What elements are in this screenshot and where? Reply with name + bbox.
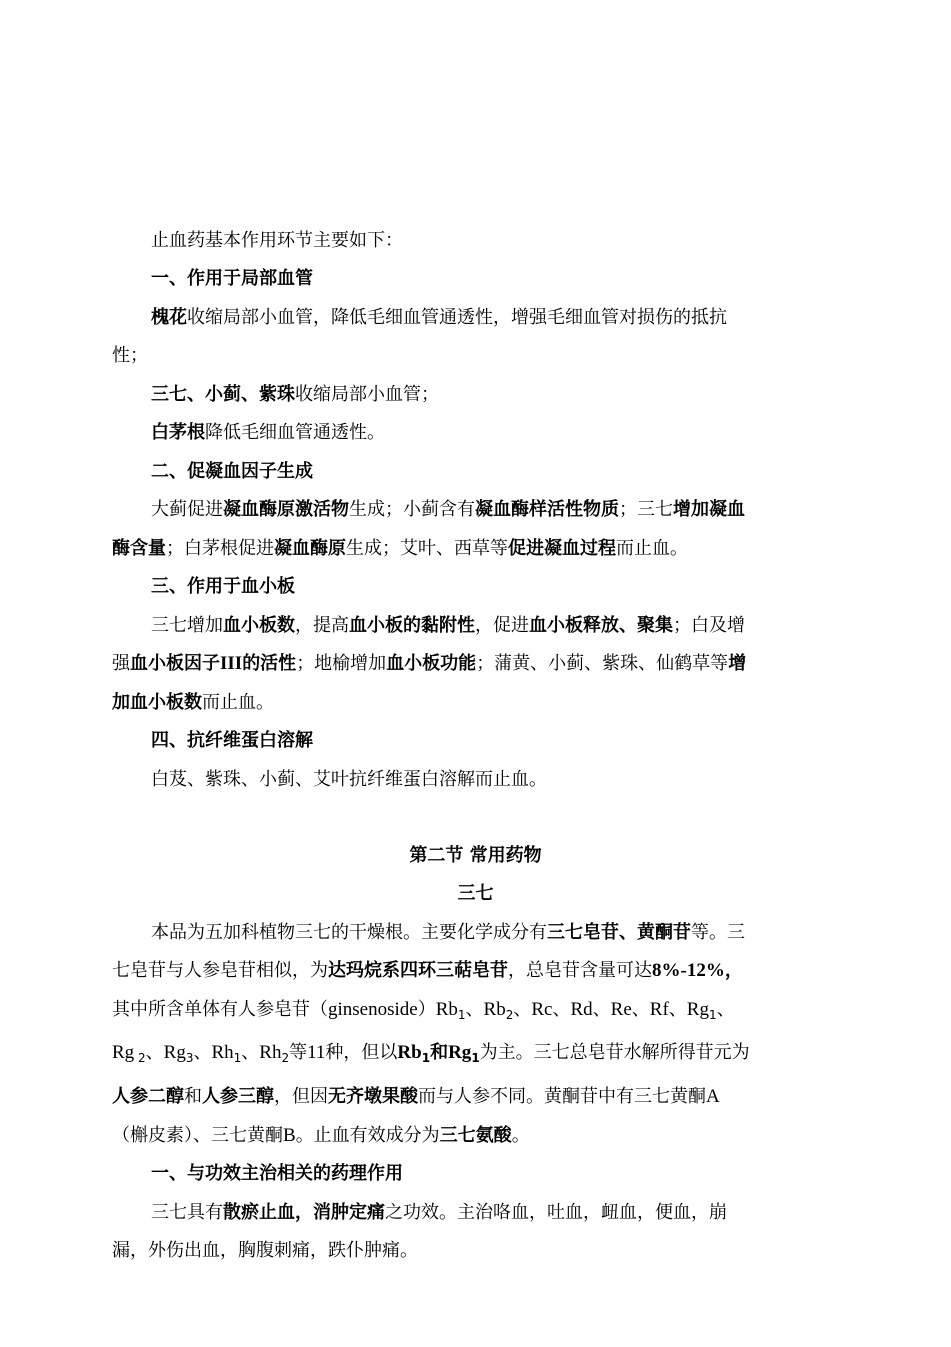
subscript-text: 2 <box>134 1051 146 1065</box>
paragraph-coagulation-cont <box>0 536 951 562</box>
subscript-text: 1 <box>233 1051 242 1065</box>
bold-text: Rb <box>397 1042 422 1063</box>
bold-text: 加血小板数 <box>112 692 202 713</box>
paragraph-platelets-cont <box>0 651 951 677</box>
paragraph-baimaogen <box>0 420 951 446</box>
text-segment: Rh <box>259 1042 282 1063</box>
text-segment: 、 <box>552 999 571 1020</box>
bold-text: 血小板的黏附性 <box>349 615 475 636</box>
bold-text: 人参三醇 <box>202 1086 274 1107</box>
text-segment: 性； <box>112 345 148 366</box>
text-segment: 、 <box>513 999 532 1020</box>
text-segment: 为主。三七总皂苷水解所得苷元为 <box>479 1042 750 1063</box>
paragraph-sanqi-intro <box>0 920 951 946</box>
text-segment: ginsenoside <box>328 999 418 1020</box>
text-segment: （槲皮素）、三七黄酮 <box>112 1125 283 1146</box>
bold-text: 三七氨酸 <box>439 1125 512 1146</box>
bold-text: 二、促凝血因子生成 <box>151 461 313 482</box>
text-segment: 生成；小蓟含有 <box>349 499 475 520</box>
paragraph-sanqi-monomers-cont <box>0 1040 951 1066</box>
text-segment: 、 <box>592 999 611 1020</box>
bold-text: 血小板释放、聚集 <box>529 615 673 636</box>
text-segment: 七皂苷与人参皂苷相似，为 <box>112 960 328 981</box>
text-segment: ，但因 <box>274 1086 328 1107</box>
text-segment: Rc <box>531 999 553 1020</box>
text-segment: 、 <box>241 1042 260 1063</box>
text-segment: ；地榆增加 <box>296 653 387 674</box>
text-segment: 等。三 <box>691 922 745 943</box>
text-segment: Rg <box>686 999 709 1020</box>
paragraph-huaihua <box>0 305 951 331</box>
subscript-text: 2 <box>505 1008 514 1022</box>
bold-text: 无齐墩果酸 <box>328 1086 418 1107</box>
text-segment: 、 <box>716 999 735 1020</box>
bold-text: 和 <box>430 1042 449 1063</box>
text-segment: Rg <box>112 1042 135 1063</box>
text-segment: 、 <box>668 999 687 1020</box>
subscript-text: 1 <box>421 1051 431 1065</box>
text-segment: ；三七 <box>619 499 673 520</box>
text-segment: ；白茅根促进 <box>166 538 274 559</box>
text-segment: 。止血有效成分为 <box>295 1125 440 1146</box>
bold-text: 达玛烷系四环三萜皂苷 <box>328 960 508 981</box>
text-segment: 而与人参不同。黄酮苷中有三七黄酮 <box>418 1086 706 1107</box>
text-segment: Rb <box>483 999 506 1020</box>
text-segment: 11 <box>307 1042 326 1063</box>
text-segment: 、 <box>145 1042 164 1063</box>
text-segment: ，促进 <box>475 615 529 636</box>
bold-text: 酶含量 <box>112 538 166 559</box>
bold-text: 一、作用于局部血管 <box>151 268 313 289</box>
paragraph-antifibrinolysis <box>0 767 951 793</box>
text-segment: 、 <box>465 999 484 1020</box>
paragraph-platelets <box>0 613 951 639</box>
text-segment: 其中所含单体有人参皂苷（ <box>112 999 328 1020</box>
text-segment: ；白及增 <box>673 615 745 636</box>
text-segment: 降低毛细血管通透性。 <box>205 422 385 443</box>
heading-pharmacology <box>0 1161 951 1187</box>
paragraph-sanqi-flavone <box>0 1123 951 1149</box>
bold-text: 四、抗纤维蛋白溶解 <box>151 730 313 751</box>
text-segment: 而止血。 <box>616 538 688 559</box>
bold-text: 三七 <box>457 883 494 904</box>
paragraph-platelets-end <box>0 690 951 716</box>
text-segment: 生成；艾叶、西草等 <box>346 538 508 559</box>
bold-text: 一、与功效主治相关的药理作用 <box>151 1163 403 1184</box>
text-segment: Rd <box>570 999 593 1020</box>
text-segment: Re <box>610 999 632 1020</box>
text-segment: ，总皂苷含量可达 <box>508 960 652 981</box>
text-segment: 收缩局部小血管，降低毛细血管通透性，增强毛细血管对损伤的抵抗 <box>187 307 727 328</box>
bold-text: 第二节 常用药物 <box>409 845 542 866</box>
section-title <box>0 843 951 869</box>
paragraph-coagulation <box>0 497 951 523</box>
text-segment: 种，但以 <box>325 1042 398 1063</box>
bold-text: 散瘀止血，消肿定痛 <box>223 1202 385 1223</box>
text-segment: 止血药基本作用环节主要如下： <box>151 230 403 251</box>
text-segment: ） <box>417 999 436 1020</box>
text-segment: A <box>706 1086 720 1107</box>
text-segment: 白芨、紫珠、小蓟、艾叶抗纤维蛋白溶解而止血。 <box>151 769 547 790</box>
bold-text: 三七皂苷、黄酮苷 <box>547 922 691 943</box>
text-segment: 和 <box>184 1086 202 1107</box>
bold-text: 凝血酶样活性物质 <box>475 499 619 520</box>
paragraph-efficacy <box>0 1200 951 1226</box>
bold-text: Rg <box>448 1042 472 1063</box>
text-segment: 、 <box>193 1042 212 1063</box>
bold-text: 槐花 <box>151 307 187 328</box>
bold-text: 增加凝血 <box>673 499 745 520</box>
bold-text: 增 <box>728 653 747 674</box>
bold-text: ， <box>724 960 743 981</box>
text-segment: 。 <box>511 1125 530 1146</box>
paragraph-sanqi-saponin <box>0 958 951 984</box>
bold-text: 8%-12% <box>652 960 725 981</box>
text-segment: 本品为五加科植物三七的干燥根。主要化学成分有 <box>151 922 547 943</box>
text-segment: 、 <box>631 999 650 1020</box>
paragraph-intro <box>0 228 951 254</box>
bold-text: 血小板数 <box>223 615 295 636</box>
bold-text: 血小板因子 <box>130 653 220 674</box>
text-segment: 而止血。 <box>202 692 274 713</box>
text-segment: 等 <box>289 1042 308 1063</box>
heading-antifibrinolysis <box>0 728 951 754</box>
subscript-text: 1 <box>471 1051 480 1065</box>
text-segment: 强 <box>112 653 130 674</box>
text-segment: 之功效。主治咯血，吐血，衄血，便血，崩 <box>385 1202 727 1223</box>
text-segment: 三七具有 <box>151 1202 223 1223</box>
text-segment: ，提高 <box>295 615 349 636</box>
bold-text: 白茅根 <box>151 422 205 443</box>
text-segment: ；蒲黄、小蓟、紫珠、仙鹤草等 <box>476 653 729 674</box>
paragraph-sanqi-monomers <box>0 997 951 1023</box>
subscript-text: 1 <box>708 1008 717 1022</box>
text-segment: Rb <box>435 999 458 1020</box>
heading-coagulation-factors <box>0 459 951 485</box>
bold-text: 三、作用于血小板 <box>151 576 295 597</box>
text-segment: 漏，外伤出血，胸腹刺痛，跌仆肿痛。 <box>112 1240 418 1261</box>
text-segment: Rg <box>163 1042 186 1063</box>
text-segment: 收缩局部小血管； <box>295 384 439 405</box>
bold-text: 促进凝血过程 <box>508 538 616 559</box>
text-segment: Rh <box>211 1042 234 1063</box>
bold-text: III <box>220 653 243 674</box>
drug-title <box>0 881 951 907</box>
paragraph-sanqi-aglycone <box>0 1084 951 1110</box>
paragraph-sanqi-vessels <box>0 382 951 408</box>
text-segment: B <box>283 1125 296 1146</box>
text-segment: 三七增加 <box>151 615 223 636</box>
bold-text: 凝血酶原 <box>274 538 346 559</box>
heading-local-vessels <box>0 266 951 292</box>
paragraph-efficacy-cont <box>0 1238 951 1264</box>
text-segment: 大蓟促进 <box>151 499 223 520</box>
text-segment: Rf <box>649 999 669 1020</box>
subscript-text: 2 <box>281 1051 290 1065</box>
subscript-text: 3 <box>185 1051 194 1065</box>
bold-text: 人参二醇 <box>112 1086 184 1107</box>
heading-platelets <box>0 574 951 600</box>
bold-text: 血小板功能 <box>386 653 477 674</box>
paragraph-huaihua-cont <box>0 343 951 369</box>
bold-text: 的活性 <box>242 653 297 674</box>
bold-text: 三七、小蓟、紫珠 <box>151 384 295 405</box>
bold-text: 凝血酶原激活物 <box>223 499 349 520</box>
subscript-text: 1 <box>457 1008 466 1022</box>
